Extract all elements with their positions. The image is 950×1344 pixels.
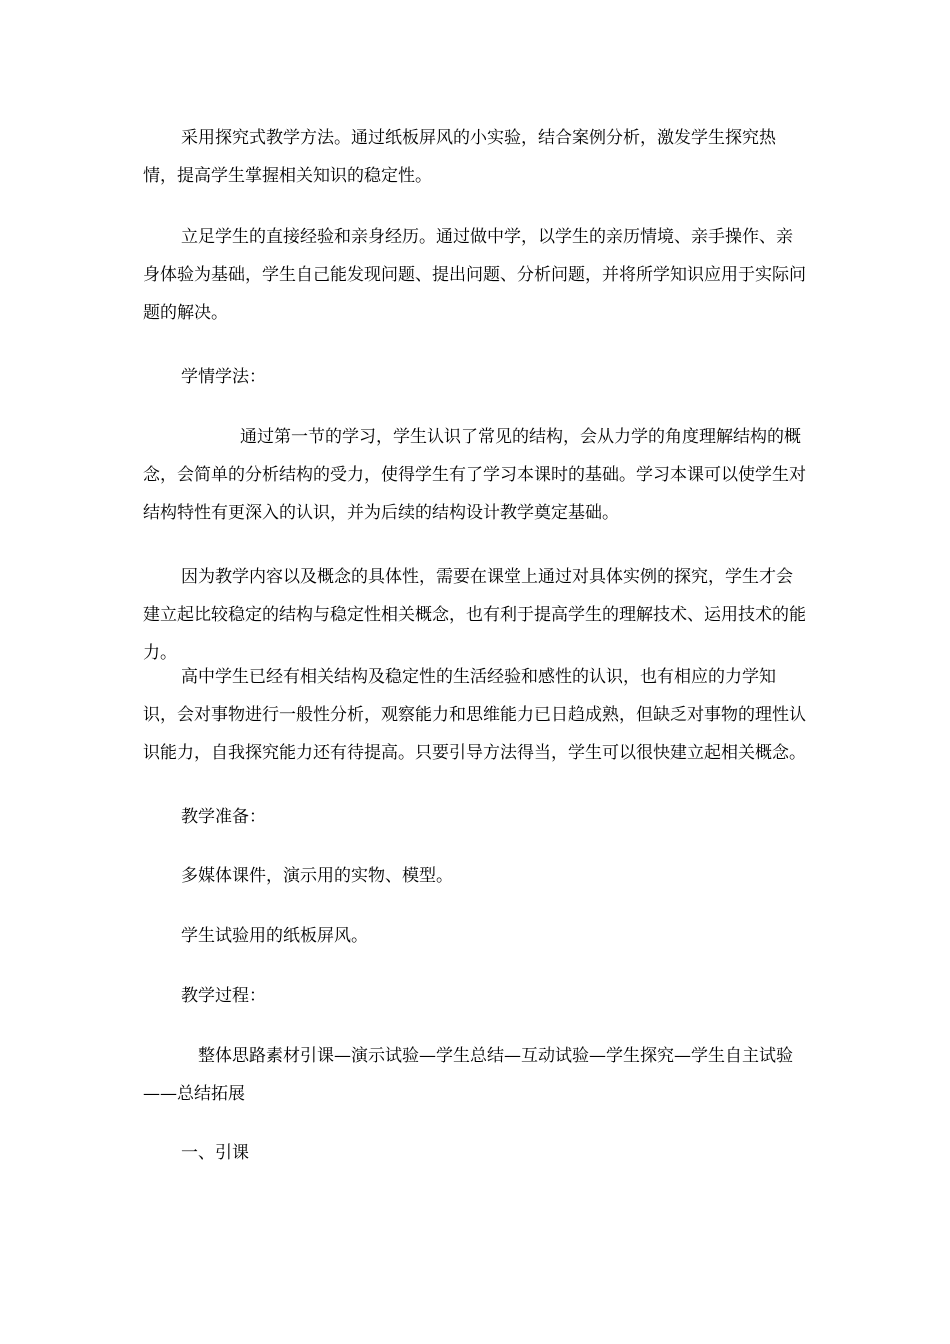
paragraph-student-ability: 高中学生已经有相关结构及稳定性的生活经验和感性的认识，也有相应的力学知识，会对事物进行一般性分析，观察能力和思维能力已日趋成熟，但缺乏对事物的理性认识能力，自我探究能力还有待提高。只要引导方法得当，学生可以很快建立起相关概念。 xyxy=(143,667,806,763)
paragraph-prior-learning: 通过第一节的学习，学生认识了常见的结构，会从力学的角度理解结构的概念，会简单的分析结构的受力，使得学生有了学习本课时的基础。学习本课可以使学生对结构特性有更深入的认识，并为后续的结构设计教学奠定基础。 xyxy=(143,427,806,523)
paragraph-concept-concreteness: 因为教学内容以及概念的具体性，需要在课堂上通过对具体实例的探究，学生才会建立起比较稳定的结构与稳定性相关概念，也有利于提高学生的理解技术、运用技术的能力。 xyxy=(143,567,806,663)
paragraph-student-experience: 立足学生的直接经验和亲身经历。通过做中学，以学生的亲历情境、亲手操作、亲身体验为基础，学生自己能发现问题、提出问题、分析问题，并将所学知识应用于实际问题的解决。 xyxy=(143,227,806,323)
heading-section-one: 一、引课 xyxy=(181,1143,249,1163)
heading-teaching-process: 教学过程： xyxy=(181,986,266,1006)
heading-teaching-preparation: 教学准备： xyxy=(181,807,266,827)
heading-learning-situation: 学情学法： xyxy=(181,367,266,387)
paragraph-paper-screen: 学生试验用的纸板屏风。 xyxy=(181,926,368,946)
paragraph-teaching-method: 采用探究式教学方法。通过纸板屏风的小实验，结合案例分析，激发学生探究热情，提高学生掌握相关知识的稳定性。 xyxy=(143,128,776,186)
paragraph-multimedia: 多媒体课件，演示用的实物、模型。 xyxy=(181,866,453,886)
paragraph-overall-approach: 整体思路素材引课—演示试验—学生总结—互动试验—学生探究—学生自主试验——总结拓展 xyxy=(143,1046,793,1104)
